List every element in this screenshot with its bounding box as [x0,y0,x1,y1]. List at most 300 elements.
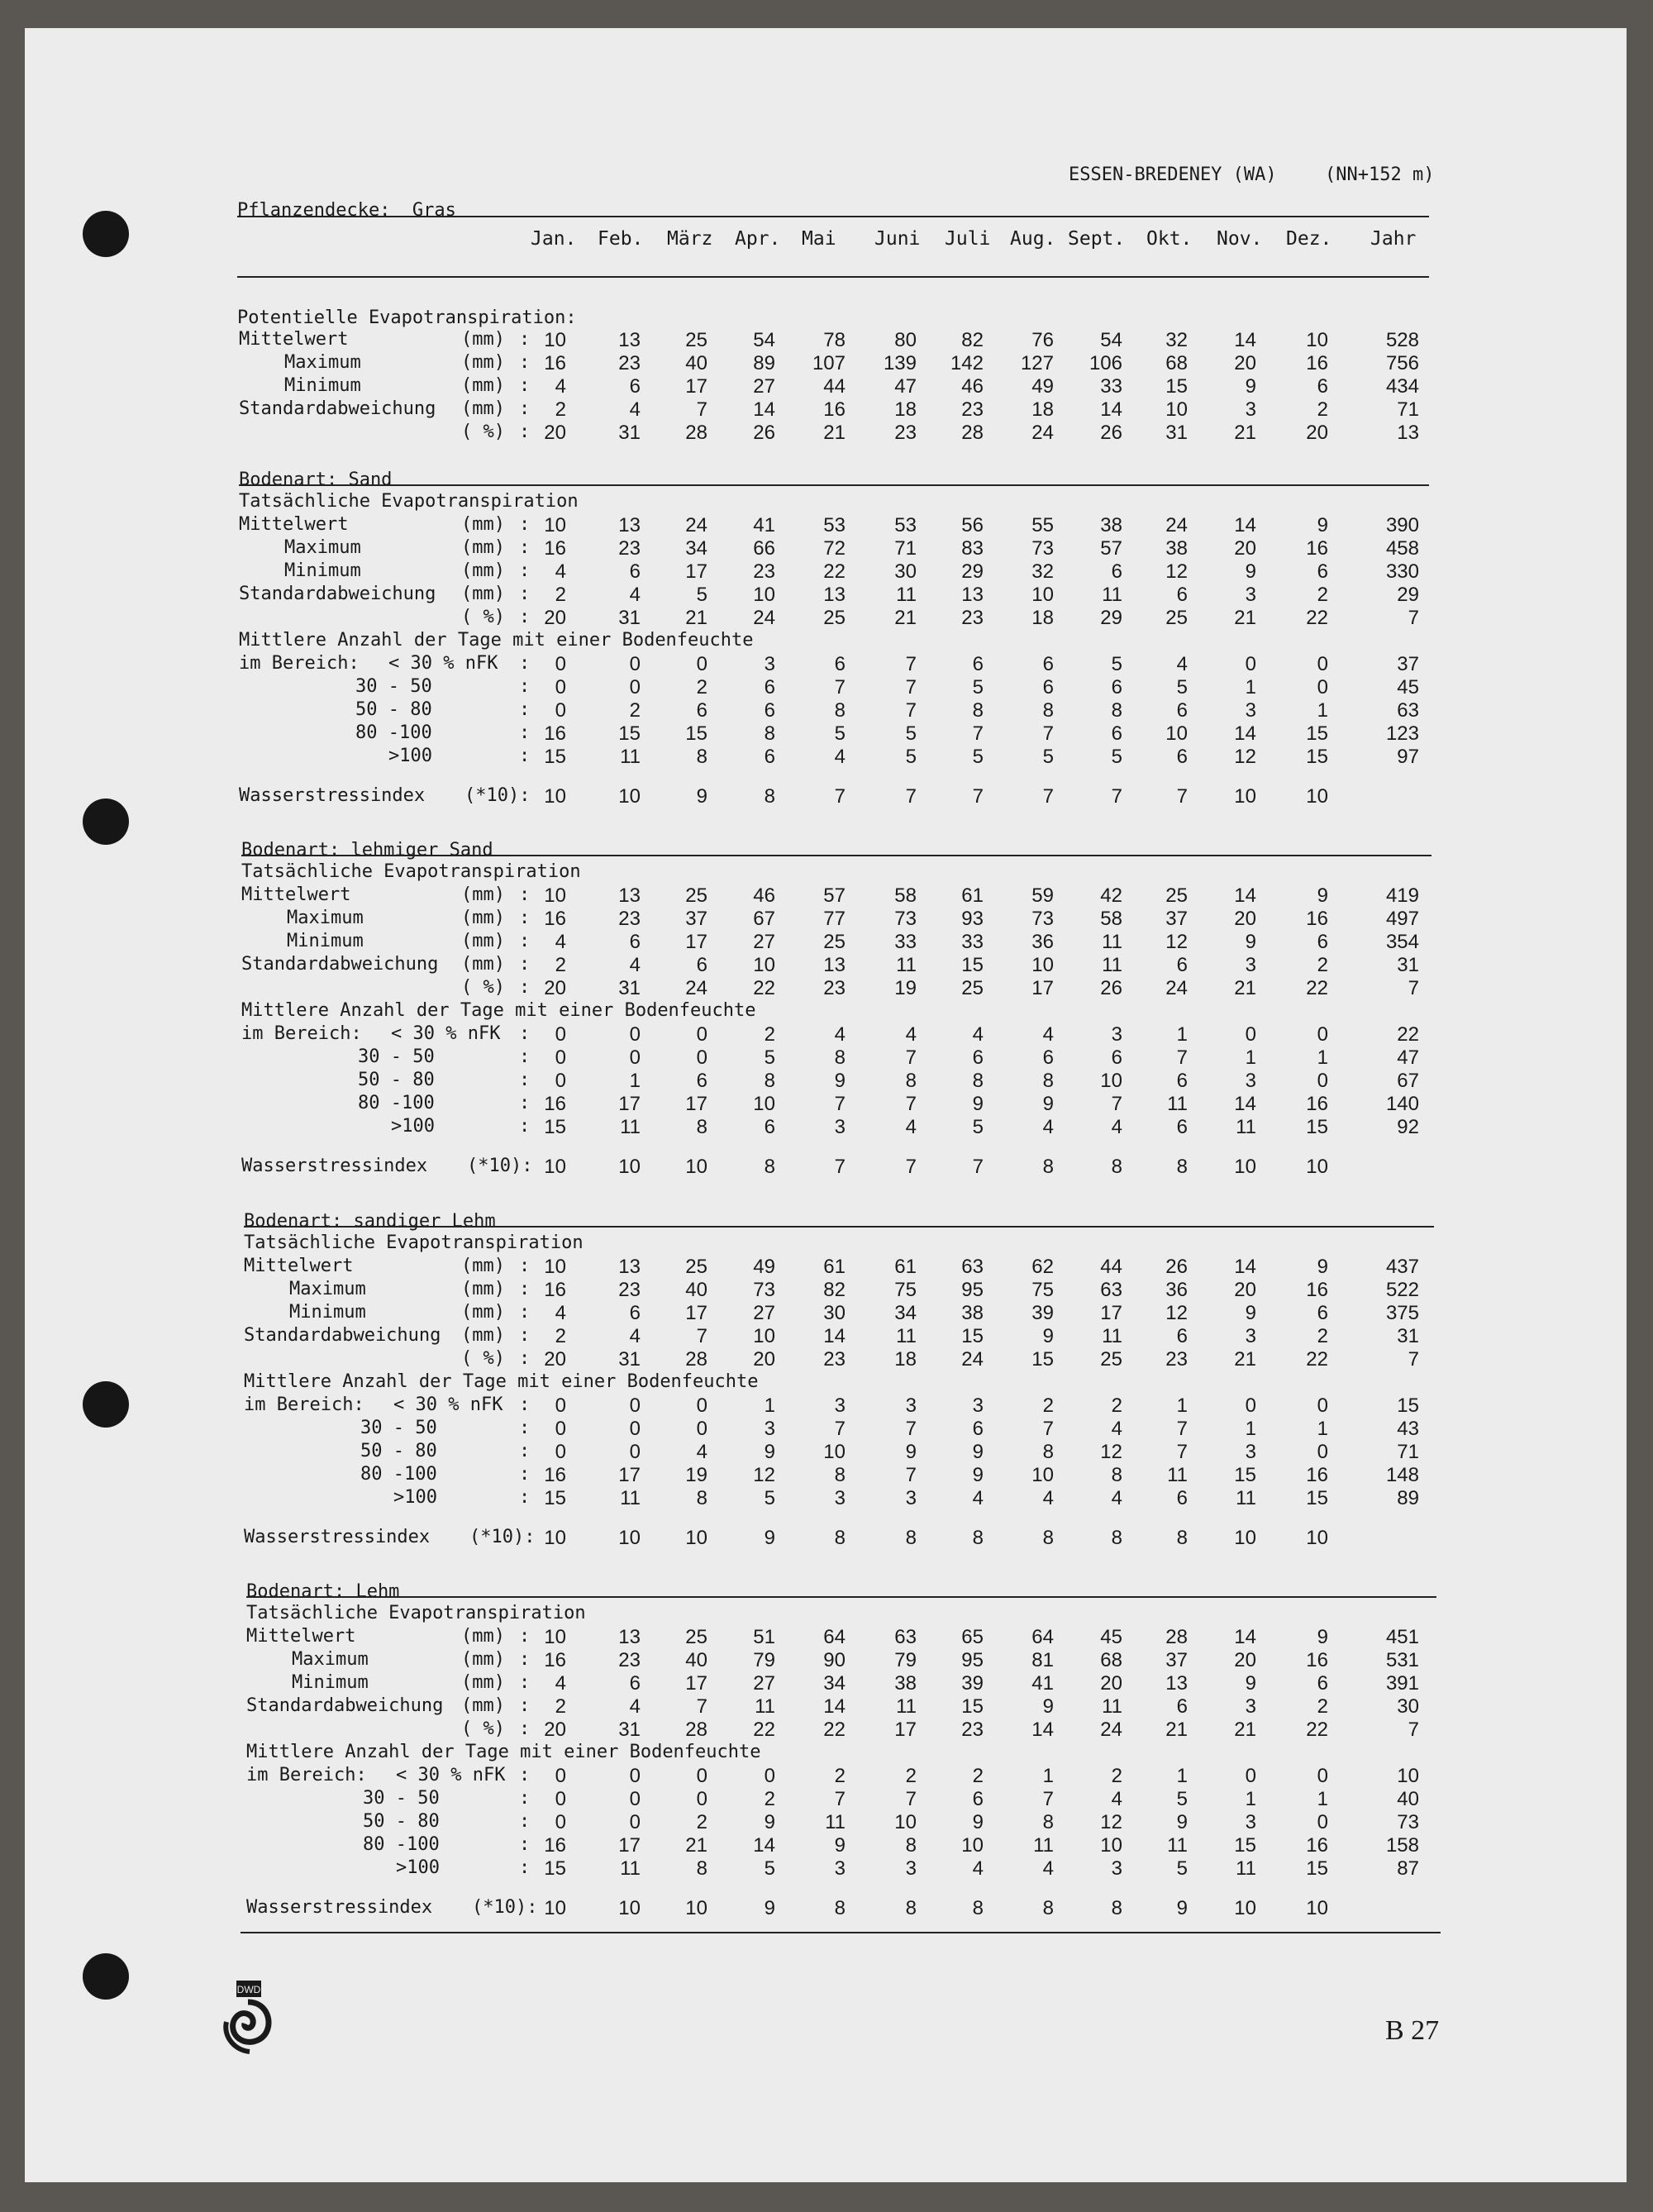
value-cell: 1 [1176,1023,1188,1046]
value-cell: 15 [1306,1857,1328,1880]
row-label: im Bereich: [239,653,360,674]
row-colon: : [519,1418,531,1438]
value-cell: 36 [1165,1279,1188,1301]
value-cell: 3 [972,1394,984,1417]
value-cell: 17 [685,1672,707,1695]
value-cell: 5 [1176,1857,1188,1880]
actual-std-pct-row [0,1348,1653,1370]
potential-std-mm-row [0,398,1653,420]
value-cell: 10 [685,1527,707,1549]
value-cell: 10 [544,884,566,907]
value-cell: 71 [1397,1441,1419,1463]
header-rule [237,276,1429,278]
value-cell: 4 [972,1857,984,1880]
value-cell: 13 [823,584,846,606]
value-cell: 0 [1317,1765,1328,1787]
water-stress-unit: (*10): [469,1527,536,1547]
row-label: Minimum [284,560,361,581]
value-cell: 7 [905,676,917,698]
value-cell: 756 [1385,352,1419,374]
value-cell: 1 [1317,1418,1328,1440]
soil-moisture-days-heading: Mittlere Anzahl der Tage mit einer Bodenfeuchte [244,1371,759,1392]
value-cell: 9 [1317,514,1328,536]
row-unit: ( %) [461,977,505,998]
value-cell: 0 [1317,1394,1328,1417]
row-label: im Bereich: [244,1394,364,1415]
value-cell: 6 [1111,722,1122,745]
value-cell: 33 [1100,375,1122,398]
value-cell: 59 [1031,884,1054,907]
value-cell: 0 [1317,1441,1328,1463]
row-label: >100 [393,1487,437,1508]
value-cell: 0 [555,1023,566,1046]
value-cell: 8 [1111,1464,1122,1486]
row-label: 50 - 80 [363,1811,440,1832]
value-cell: 0 [696,1788,707,1810]
row-colon: : [519,1834,531,1855]
value-cell: 6 [764,1116,775,1138]
value-cell: 28 [685,1348,707,1371]
value-cell: 12 [1234,746,1256,768]
value-cell: 5 [1176,1788,1188,1810]
value-cell: 5 [764,1487,775,1509]
row-label: >100 [396,1857,440,1878]
row-label: Mittelwert [246,1626,356,1647]
value-cell: 1 [1176,1394,1188,1417]
value-cell: 32 [1165,329,1188,351]
row-unit: (mm) [461,1649,505,1670]
value-cell: 3 [1245,1070,1256,1092]
value-cell: 67 [753,908,775,930]
row-unit: (mm) [461,375,505,396]
month-column-header: Okt. [1146,228,1193,250]
row-unit: (mm) [461,1695,505,1716]
value-cell: 0 [555,1046,566,1069]
value-cell: 4 [555,375,566,398]
value-cell: 5 [1042,746,1054,768]
value-cell: 11 [1102,1325,1122,1347]
range-30-50-row [0,676,1653,698]
soil-moisture-days-heading: Mittlere Anzahl der Tage mit einer Bodenfeuchte [241,1000,756,1021]
month-column-header: Jan. [531,228,577,250]
value-cell: 17 [618,1093,641,1115]
value-cell: 15 [1397,1394,1419,1417]
actual-et-heading: Tatsächliche Evapotranspiration [244,1232,584,1253]
value-cell: 8 [1042,1897,1054,1919]
row-colon: : [519,1023,531,1044]
value-cell: 16 [544,722,566,745]
value-cell: 10 [1031,584,1054,606]
row-colon: : [519,1695,531,1716]
range-50-80-row [0,1441,1653,1462]
actual-mean-row [0,1256,1653,1277]
value-cell: 6 [1176,1070,1188,1092]
value-cell: 5 [905,722,917,745]
value-cell: 65 [961,1626,984,1648]
value-cell: 17 [1100,1302,1122,1324]
header-rule [237,216,1429,217]
value-cell: 21 [685,1834,707,1857]
value-cell: 17 [618,1834,641,1857]
range-50-80-row [0,1070,1653,1091]
value-cell: 10 [544,1897,566,1919]
value-cell: 34 [894,1302,917,1324]
value-cell: 23 [1165,1348,1188,1371]
value-cell: 8 [696,1116,707,1138]
row-colon: : [519,1464,531,1485]
value-cell: 354 [1385,931,1419,953]
value-cell: 41 [1031,1672,1054,1695]
row-colon: : [519,1325,531,1346]
value-cell: 10 [544,514,566,536]
value-cell: 10 [1234,1527,1256,1549]
value-cell: 6 [696,699,707,722]
value-cell: 8 [696,1487,707,1509]
row-label: >100 [391,1116,435,1137]
value-cell: 4 [1111,1487,1122,1509]
row-colon: : [519,607,531,627]
value-cell: 9 [1176,1811,1188,1833]
value-cell: 13 [1165,1672,1188,1695]
value-cell: 63 [1397,699,1419,722]
value-cell: 1 [764,1394,775,1417]
value-cell: 434 [1385,375,1419,398]
value-cell: 56 [961,514,984,536]
value-cell: 17 [618,1464,641,1486]
value-cell: 17 [685,560,707,583]
value-cell: 4 [972,1023,984,1046]
row-unit: (mm) [461,584,505,604]
value-cell: 26 [1165,1256,1188,1278]
value-cell: 10 [823,1441,846,1463]
row-colon: : [519,1441,531,1461]
value-cell: 27 [753,931,775,953]
value-cell: 2 [1317,584,1328,606]
value-cell: 80 [894,329,917,351]
value-cell: 8 [905,1070,917,1092]
value-cell: 0 [629,653,641,675]
row-colon: : [519,746,531,766]
value-cell: 8 [905,1527,917,1549]
row-label: Standardabweichung [246,1695,444,1716]
value-cell: 16 [1306,1464,1328,1486]
value-cell: 23 [894,422,917,444]
value-cell: 24 [753,607,775,629]
value-cell: 8 [972,699,984,722]
value-cell: 27 [753,375,775,398]
value-cell: 4 [1176,653,1188,675]
value-cell: 8 [764,1156,775,1178]
value-cell: 27 [753,1302,775,1324]
value-cell: 7 [834,1156,846,1178]
value-cell: 9 [834,1834,846,1857]
value-cell: 16 [544,1093,566,1115]
value-cell: 53 [823,514,846,536]
value-cell: 7 [1176,785,1188,808]
value-cell: 12 [1100,1811,1122,1833]
value-cell: 6 [972,1418,984,1440]
value-cell: 2 [696,676,707,698]
value-cell: 3 [834,1857,846,1880]
value-cell: 0 [764,1765,775,1787]
value-cell: 0 [555,1394,566,1417]
value-cell: 14 [823,1695,846,1718]
month-column-header: Mai [802,228,836,250]
value-cell: 53 [894,514,917,536]
value-cell: 8 [834,1046,846,1069]
value-cell: 0 [555,1788,566,1810]
value-cell: 2 [555,398,566,421]
value-cell: 18 [894,398,917,421]
value-cell: 32 [1031,560,1054,583]
row-unit: (mm) [461,329,505,350]
value-cell: 14 [1234,329,1256,351]
value-cell: 4 [696,1441,707,1463]
value-cell: 21 [823,422,846,444]
row-label: 30 - 50 [360,1418,437,1438]
value-cell: 3 [1245,398,1256,421]
range-lt30-row [0,1765,1653,1786]
value-cell: 13 [618,1256,641,1278]
value-cell: 31 [618,422,641,444]
value-cell: 20 [1234,1649,1256,1671]
row-colon: : [519,653,531,674]
soil-moisture-days-heading: Mittlere Anzahl der Tage mit einer Bodenfeuchte [239,630,754,651]
value-cell: 4 [629,398,641,421]
station-name: ESSEN-BREDENEY (WA) [1069,164,1277,185]
value-cell: 10 [1306,1527,1328,1549]
value-cell: 8 [834,1527,846,1549]
value-cell: 10 [544,1256,566,1278]
value-cell: 3 [764,653,775,675]
value-cell: 7 [1111,1093,1122,1115]
row-unit: (mm) [461,1626,505,1647]
value-cell: 21 [1234,1719,1256,1741]
value-cell: 21 [685,607,707,629]
value-cell: 3 [905,1857,917,1880]
value-cell: 49 [753,1256,775,1278]
value-cell: 16 [544,1279,566,1301]
value-cell: 41 [753,514,775,536]
row-label: 50 - 80 [355,699,432,720]
value-cell: 5 [905,746,917,768]
value-cell: 9 [1245,1302,1256,1324]
value-cell: 31 [618,607,641,629]
value-cell: 158 [1385,1834,1419,1857]
value-cell: 3 [764,1418,775,1440]
value-cell: 71 [894,537,917,560]
value-cell: 3 [1245,954,1256,976]
soil-section-title: Bodenart: lehmiger Sand [241,840,493,860]
value-cell: 9 [1042,1093,1054,1115]
actual-max-row [0,1279,1653,1300]
value-cell: 0 [555,699,566,722]
row-label: Mittelwert [241,884,351,905]
value-cell: 7 [905,1418,917,1440]
row-unit: (mm) [461,954,505,975]
value-cell: 34 [823,1672,846,1695]
value-cell: 31 [1397,954,1419,976]
value-cell: 4 [629,1695,641,1718]
month-column-header: Nov. [1217,228,1263,250]
value-cell: 25 [823,607,846,629]
value-cell: 16 [544,1464,566,1486]
value-cell: 4 [972,1487,984,1509]
value-cell: 2 [834,1765,846,1787]
actual-max-row [0,537,1653,559]
value-cell: 16 [1306,352,1328,374]
value-cell: 14 [1234,1626,1256,1648]
value-cell: 2 [555,1695,566,1718]
row-label: im Bereich: [246,1765,367,1785]
value-cell: 0 [555,1418,566,1440]
value-cell: 6 [1176,699,1188,722]
value-cell: 4 [555,931,566,953]
value-cell: 13 [618,1626,641,1648]
value-cell: 13 [1397,422,1419,444]
value-cell: 23 [618,352,641,374]
value-cell: 6 [1176,954,1188,976]
value-cell: 7 [1176,1418,1188,1440]
row-colon: : [519,884,531,905]
actual-std-pct-row [0,607,1653,628]
row-label: Standardabweichung [241,954,439,975]
value-cell: 11 [896,1695,917,1718]
value-cell: 68 [1165,352,1188,374]
value-cell: 25 [685,884,707,907]
value-cell: 24 [685,977,707,999]
actual-mean-row [0,1626,1653,1647]
value-cell: 9 [764,1811,775,1833]
water-stress-unit: (*10): [464,785,531,806]
row-colon: : [519,1093,531,1113]
value-cell: 2 [696,1811,707,1833]
row-colon: : [519,676,531,697]
value-cell: 17 [685,1093,707,1115]
value-cell: 127 [1020,352,1054,374]
value-cell: 6 [1317,931,1328,953]
value-cell: 26 [1100,422,1122,444]
actual-min-row [0,1672,1653,1694]
value-cell: 4 [555,560,566,583]
value-cell: 16 [544,537,566,560]
value-cell: 47 [894,375,917,398]
value-cell: 33 [894,931,917,953]
soil-section-title: Bodenart: sandiger Lehm [244,1211,496,1232]
value-cell: 21 [1234,977,1256,999]
value-cell: 57 [823,884,846,907]
row-unit: (mm) [461,1325,505,1346]
value-cell: 11 [1167,1464,1188,1486]
value-cell: 6 [1042,676,1054,698]
value-cell: 21 [1165,1719,1188,1741]
actual-max-row [0,908,1653,929]
soil-section-title: Bodenart: Lehm [246,1581,400,1602]
value-cell: 31 [618,977,641,999]
value-cell: 4 [1111,1116,1122,1138]
row-label: 80 -100 [363,1834,440,1855]
value-cell: 10 [753,1325,775,1347]
value-cell: 40 [685,1649,707,1671]
row-label: Maximum [284,352,361,373]
value-cell: 123 [1385,722,1419,745]
row-colon: : [519,375,531,396]
section-rule [246,1596,1436,1598]
water-stress-row [0,785,1653,807]
value-cell: 36 [1031,931,1054,953]
value-cell: 25 [685,329,707,351]
value-cell: 20 [1100,1672,1122,1695]
row-colon: : [519,1070,531,1090]
value-cell: 31 [618,1719,641,1741]
value-cell: 11 [896,584,917,606]
value-cell: 9 [1176,1897,1188,1919]
value-cell: 375 [1385,1302,1419,1324]
value-cell: 9 [972,1441,984,1463]
footer-rule [241,1932,1441,1933]
value-cell: 5 [834,722,846,745]
row-label: im Bereich: [241,1023,362,1044]
row-label: 30 - 50 [355,676,432,697]
row-unit: (mm) [461,908,505,928]
value-cell: 10 [1306,1897,1328,1919]
value-cell: 6 [764,699,775,722]
value-cell: 140 [1385,1093,1419,1115]
value-cell: 0 [629,1046,641,1069]
value-cell: 13 [618,884,641,907]
value-cell: 7 [905,1093,917,1115]
value-cell: 4 [834,746,846,768]
range-lt30-label: < 30 % nFK [396,1765,506,1785]
value-cell: 13 [618,329,641,351]
row-label: Mittelwert [244,1256,354,1276]
dwd-logo-icon [218,1981,278,2055]
potential-mean-row [0,329,1653,350]
value-cell: 20 [544,977,566,999]
value-cell: 9 [905,1441,917,1463]
value-cell: 9 [1317,1626,1328,1648]
actual-et-heading: Tatsächliche Evapotranspiration [246,1603,586,1623]
value-cell: 23 [618,1649,641,1671]
value-cell: 16 [1306,908,1328,930]
value-cell: 51 [753,1626,775,1648]
row-label: Minimum [289,1302,366,1323]
value-cell: 0 [629,1811,641,1833]
value-cell: 22 [823,1719,846,1741]
value-cell: 4 [555,1302,566,1324]
value-cell: 0 [696,1023,707,1046]
value-cell: 34 [685,537,707,560]
row-colon: : [519,954,531,975]
value-cell: 9 [1245,931,1256,953]
value-cell: 1 [1245,1788,1256,1810]
value-cell: 10 [1306,785,1328,808]
value-cell: 7 [905,1046,917,1069]
value-cell: 26 [753,422,775,444]
value-cell: 15 [1306,722,1328,745]
value-cell: 39 [1031,1302,1054,1324]
value-cell: 17 [894,1719,917,1741]
value-cell: 11 [896,1325,917,1347]
value-cell: 6 [1042,653,1054,675]
row-unit: (mm) [461,1256,505,1276]
row-unit: (mm) [461,514,505,535]
value-cell: 2 [764,1023,775,1046]
value-cell: 16 [544,1834,566,1857]
value-cell: 7 [834,676,846,698]
value-cell: 8 [1042,1070,1054,1092]
value-cell: 3 [834,1116,846,1138]
